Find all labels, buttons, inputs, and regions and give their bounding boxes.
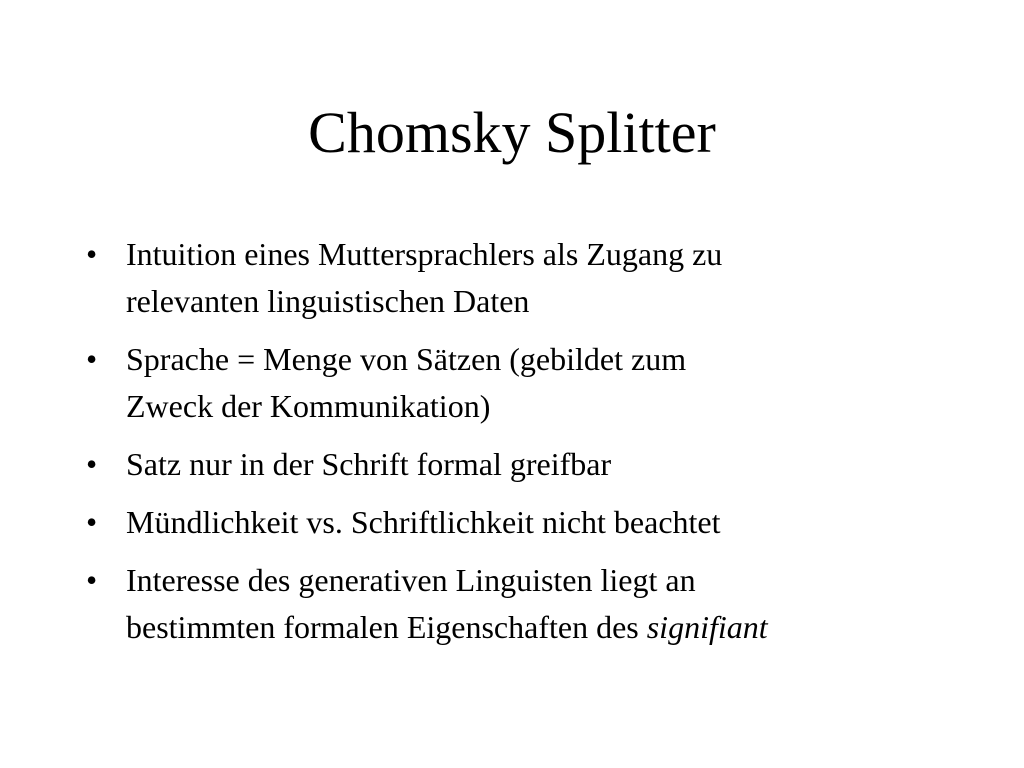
bullet-dot-icon: • <box>86 562 98 598</box>
bullet-text-line: Intuition eines Muttersprachlers als Zugang zu <box>126 236 723 272</box>
bullet-item <box>86 499 966 546</box>
bullet-dot-icon: • <box>86 504 98 540</box>
bullet-list <box>86 231 966 662</box>
bullet-item <box>86 441 966 488</box>
bullet-dot-icon: • <box>86 341 98 377</box>
bullet-text-line-with-italic <box>126 604 966 651</box>
italic-term: signifiant <box>646 609 768 645</box>
bullet-item <box>86 231 966 325</box>
bullet-text-line: Interesse des generativen Linguisten liegt an <box>126 562 696 598</box>
bullet-text-line: Mündlichkeit vs. Schriftlichkeit nicht beachtet <box>126 504 721 540</box>
bullet-text-segment: bestimmten formalen Eigenschaften des <box>126 609 647 645</box>
bullet-text-line: Sprache = Menge von Sätzen (gebildet zum <box>126 341 687 377</box>
bullet-text-line: Satz nur in der Schrift formal greifbar <box>126 446 612 482</box>
bullet-text-line: Zweck der Kommunikation) <box>126 388 491 424</box>
slide-title: Chomsky Splitter <box>308 100 716 165</box>
bullet-dot-icon: • <box>86 446 98 482</box>
bullet-dot-icon: • <box>86 236 98 272</box>
bullet-text-line: relevanten linguistischen Daten <box>126 283 530 319</box>
bullet-item <box>86 557 966 651</box>
bullet-item <box>86 336 966 430</box>
